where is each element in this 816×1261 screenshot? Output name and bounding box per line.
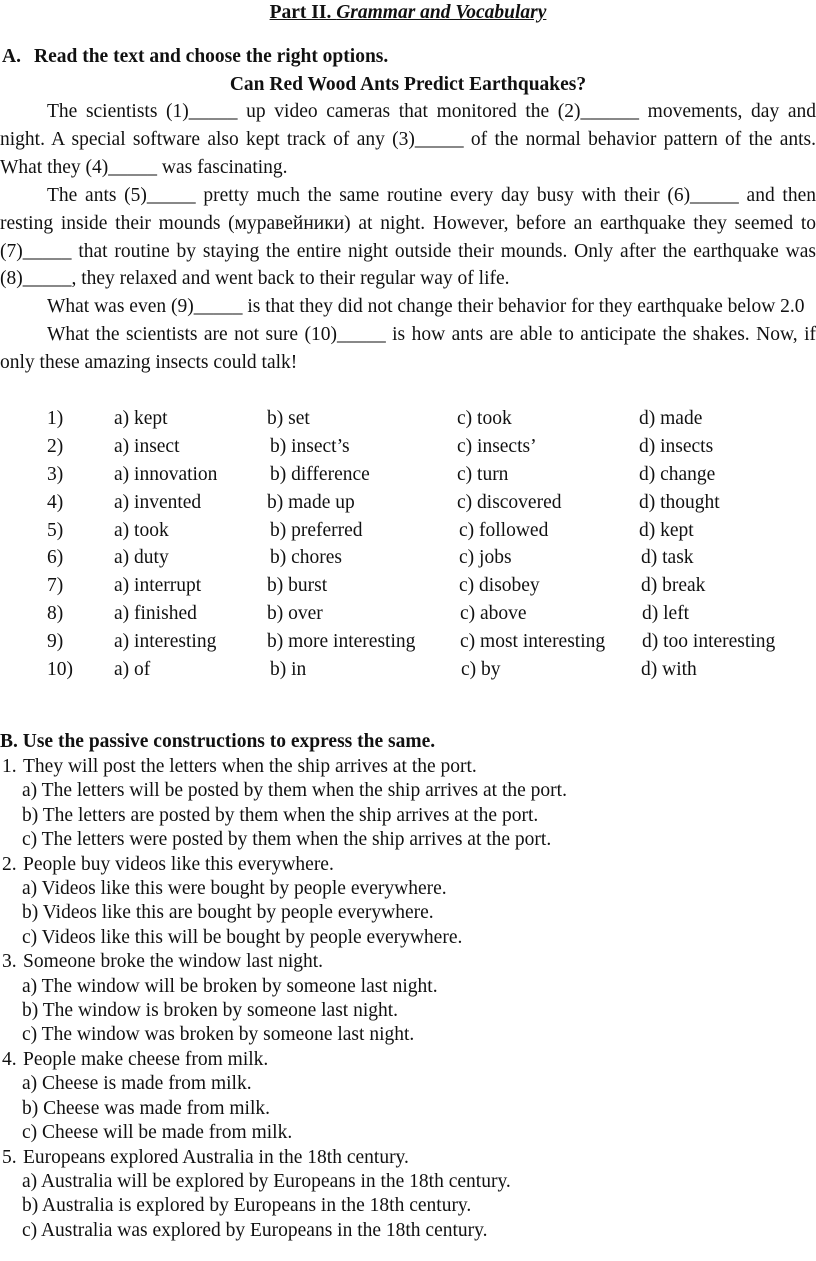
question-number: 3. bbox=[2, 951, 17, 973]
question-text: They will post the letters when the ship arrives at the port. bbox=[23, 756, 477, 777]
option-number: 10) bbox=[47, 659, 73, 681]
option-row bbox=[0, 628, 816, 656]
question-option: a) The letters will be posted by them when the ship arrives at the port. bbox=[22, 780, 567, 802]
question-option: c) Cheese will be made from milk. bbox=[22, 1122, 293, 1144]
option-a: a) finished bbox=[114, 603, 197, 625]
option-b: b) in bbox=[270, 659, 307, 681]
question-text: Europeans explored Australia in the 18th century. bbox=[23, 1146, 409, 1168]
option-c: c) turn bbox=[457, 463, 509, 485]
option-b: b) burst bbox=[267, 575, 328, 597]
question-text: Someone broke the window last night. bbox=[23, 951, 324, 973]
option-number: 1) bbox=[47, 408, 64, 429]
question-option: c) Australia was explored by Europeans in the 18th century. bbox=[22, 1219, 488, 1241]
option-d: d) made bbox=[639, 408, 703, 429]
option-c: c) discovered bbox=[457, 491, 562, 513]
question-option: b) Videos like this are bought by people everywhere. bbox=[22, 902, 434, 924]
question-option: b) Cheese was made from milk. bbox=[22, 1097, 271, 1119]
question-number: 4. bbox=[2, 1048, 17, 1070]
option-c: c) above bbox=[460, 603, 527, 625]
option-d: d) too interesting bbox=[642, 631, 776, 653]
option-a: a) insect bbox=[114, 435, 180, 457]
question-option: c) The window was broken by someone last night. bbox=[22, 1024, 415, 1046]
section-b-heading: B. Use the passive constructions to express the same. bbox=[0, 731, 436, 752]
option-a: a) kept bbox=[114, 408, 168, 429]
option-d: d) break bbox=[641, 575, 706, 597]
question-option: c) The letters were posted by them when the ship arrives at the port. bbox=[22, 829, 552, 851]
passage-title: Can Red Wood Ants Predict Earthquakes? bbox=[229, 74, 587, 95]
option-c: c) by bbox=[461, 659, 501, 681]
title-part: Part II. bbox=[269, 2, 337, 23]
question-option: a) The window will be broken by someone last night. bbox=[22, 975, 438, 997]
option-d: d) task bbox=[641, 547, 694, 569]
option-row bbox=[0, 600, 816, 628]
question-option: a) Australia will be explored by Europeans in the 18th century. bbox=[22, 1170, 511, 1192]
option-c: c) took bbox=[457, 408, 512, 429]
page-title bbox=[0, 2, 816, 24]
option-b: b) preferred bbox=[270, 519, 363, 541]
option-a: a) of bbox=[114, 659, 151, 681]
option-d: d) kept bbox=[639, 519, 694, 541]
option-c: c) followed bbox=[459, 519, 549, 541]
option-row bbox=[0, 461, 816, 489]
option-c: c) insects’ bbox=[457, 435, 537, 457]
question-number: 1. bbox=[2, 756, 17, 777]
question-text: People buy videos like this everywhere. bbox=[23, 853, 334, 875]
option-row bbox=[0, 544, 816, 572]
question-option: c) Videos like this will be bought by people everywhere. bbox=[22, 926, 463, 948]
question-stem bbox=[0, 1146, 816, 1170]
question-option: a) Cheese is made from milk. bbox=[22, 1073, 252, 1095]
option-d: d) left bbox=[642, 603, 690, 625]
option-b: b) more interesting bbox=[267, 631, 416, 653]
option-a: a) invented bbox=[114, 491, 202, 513]
option-b: b) over bbox=[267, 603, 323, 625]
question-stem bbox=[0, 853, 816, 877]
option-c: c) jobs bbox=[459, 547, 512, 569]
passage-paragraph-3: What was even (9)_____ is that they did not change their behavior for they earthquake below 2.0 bbox=[47, 296, 805, 318]
option-row bbox=[0, 405, 816, 433]
option-a: a) interrupt bbox=[114, 575, 202, 597]
section-a-label: A. bbox=[2, 46, 21, 67]
option-c: c) disobey bbox=[459, 575, 540, 597]
option-a: a) took bbox=[114, 519, 169, 541]
option-number: 2) bbox=[47, 435, 64, 457]
option-d: d) thought bbox=[639, 491, 720, 513]
option-row bbox=[0, 517, 816, 545]
option-d: d) change bbox=[639, 463, 716, 485]
passage-paragraph-2: The ants (5)_____ pretty much the same routine every day busy with their (6)_____ and then resting inside their mounds (муравейники) at night. However, before an earthquake they seemed to (7)_____ that routine by staying the entire night outside their mounds. Only after the earthquake was (8)_____, they relaxed and went back to their regular way of life. bbox=[0, 184, 816, 290]
option-b: b) chores bbox=[270, 547, 343, 569]
option-b: b) insect’s bbox=[270, 435, 350, 457]
option-b: b) made up bbox=[267, 491, 355, 513]
title-topic: Grammar and Vocabulary bbox=[336, 2, 547, 23]
option-a: a) innovation bbox=[114, 463, 218, 485]
option-number: 7) bbox=[47, 575, 64, 597]
question-stem bbox=[0, 950, 816, 974]
question-stem bbox=[0, 755, 816, 779]
passage-paragraph-1: The scientists (1)_____ up video cameras that monitored the (2)______ movements, day and night. A special software also kept track of any (3)_____ of the normal behavior pattern of the ants. What they (4)_____ was fascinating. bbox=[0, 101, 816, 178]
question-option: b) The letters are posted by them when the ship arrives at the port. bbox=[22, 804, 539, 826]
question-number: 5. bbox=[2, 1146, 17, 1168]
question-option: a) Videos like this were bought by people everywhere. bbox=[22, 878, 447, 900]
option-a: a) duty bbox=[114, 547, 169, 569]
option-row bbox=[0, 489, 816, 517]
option-b: b) set bbox=[267, 408, 310, 429]
passage-paragraph-4: What the scientists are not sure (10)_____ is how ants are able to anticipate the shakes. Now, if only these amazing insects could talk! bbox=[0, 324, 816, 374]
option-row bbox=[0, 656, 816, 684]
passage-text bbox=[0, 98, 816, 377]
option-number: 8) bbox=[47, 603, 64, 625]
option-number: 5) bbox=[47, 519, 64, 541]
question-option: b) The window is broken by someone last night. bbox=[22, 1000, 399, 1022]
option-number: 4) bbox=[47, 491, 64, 513]
option-d: d) with bbox=[641, 659, 697, 681]
section-a-heading bbox=[2, 46, 388, 68]
option-number: 6) bbox=[47, 547, 64, 569]
option-number: 9) bbox=[47, 631, 64, 653]
option-b: b) difference bbox=[270, 463, 370, 485]
question-text: People make cheese from milk. bbox=[23, 1048, 269, 1070]
question-number: 2. bbox=[2, 853, 17, 875]
section-a-instruction: Read the text and choose the right options. bbox=[34, 46, 389, 67]
option-d: d) insects bbox=[639, 435, 714, 457]
option-c: c) most interesting bbox=[460, 631, 606, 653]
answer-options-table bbox=[0, 405, 816, 684]
option-row bbox=[0, 433, 816, 461]
section-b-questions bbox=[0, 755, 816, 1243]
question-stem bbox=[0, 1048, 816, 1072]
option-a: a) interesting bbox=[114, 631, 217, 653]
option-row bbox=[0, 572, 816, 600]
option-number: 3) bbox=[47, 463, 64, 485]
question-option: b) Australia is explored by Europeans in the 18th century. bbox=[22, 1195, 472, 1217]
